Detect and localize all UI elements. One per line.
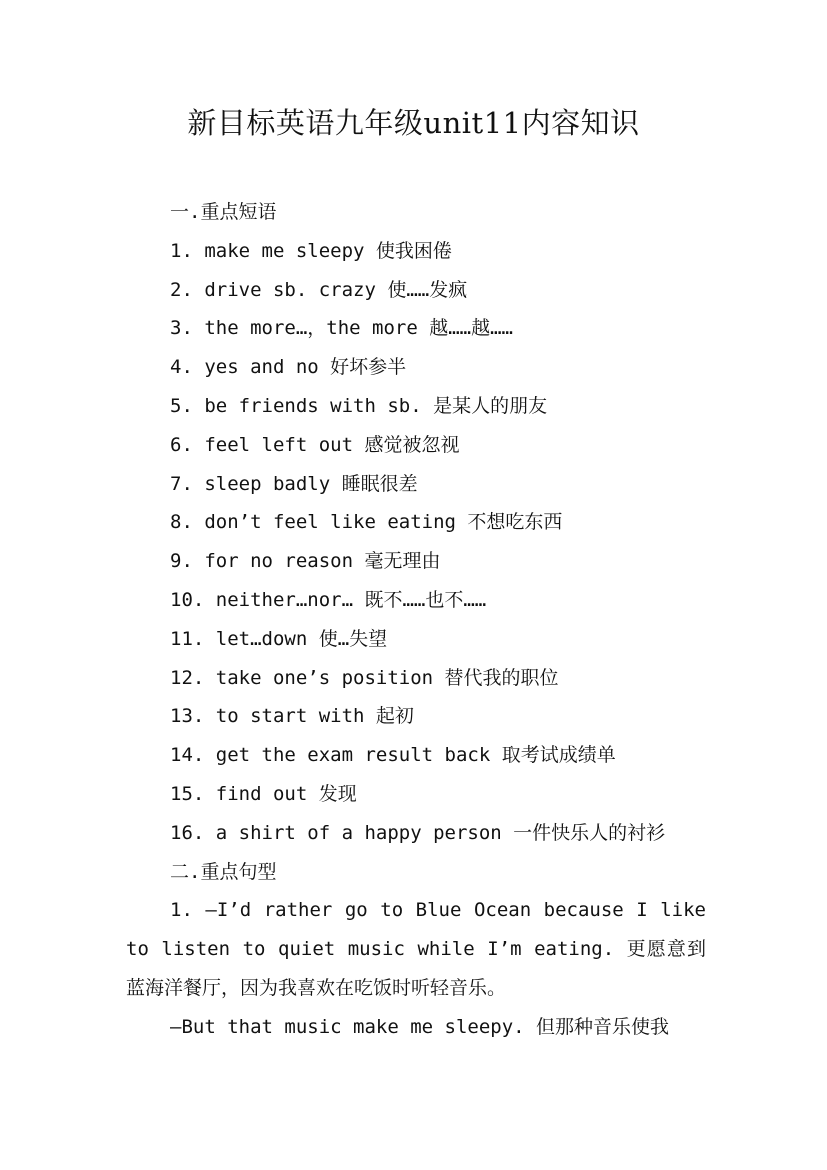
phrase-item: 11. let…down 使…失望 (170, 627, 388, 650)
phrase-item: 6. feel left out 感觉被忽视 (170, 433, 460, 456)
section-heading-sentences: 二.重点句型 (170, 860, 277, 883)
phrase-item: 15. find out 发现 (170, 782, 357, 805)
phrase-item: 1. make me sleepy 使我困倦 (170, 239, 452, 262)
document-title: 新目标英语九年级unit11内容知识 (187, 106, 640, 140)
phrase-item: 7. sleep badly 睡眠很差 (170, 472, 418, 495)
phrase-item: 10. neither…nor… 既不……也不…… (170, 588, 487, 611)
phrase-item: 16. a shirt of a happy person 一件快乐人的衬衫 (170, 821, 666, 844)
phrase-item: 5. be friends with sb. 是某人的朋友 (170, 394, 548, 417)
phrase-item: 9. for no reason 毫无理由 (170, 550, 441, 573)
phrase-item: 14. get the exam result back 取考试成绩单 (170, 744, 616, 767)
sentence-paragraph: —But that music make me sleepy. 但那种音乐使我 (170, 1015, 670, 1038)
document-body (126, 193, 706, 1047)
section-heading-phrases: 一.重点短语 (170, 201, 277, 223)
phrase-item: 8. don’t feel like eating 不想吃东西 (170, 511, 563, 534)
phrase-item: 3. the more…，the more 越……越…… (170, 317, 513, 340)
phrase-item: 13. to start with 起初 (170, 705, 414, 728)
sentence-paragraph: 1. —I’d rather go to Blue Ocean because I like to listen to quiet music while I’m eating. 更愿意到蓝海洋餐厅，因为我喜欢在吃饭时听轻音乐。 (126, 899, 706, 999)
phrase-item: 12. take one’s position 替代我的职位 (170, 666, 559, 689)
phrase-item: 4. yes and no 好坏参半 (170, 356, 407, 379)
phrase-item: 2. drive sb. crazy 使……发疯 (170, 278, 468, 301)
